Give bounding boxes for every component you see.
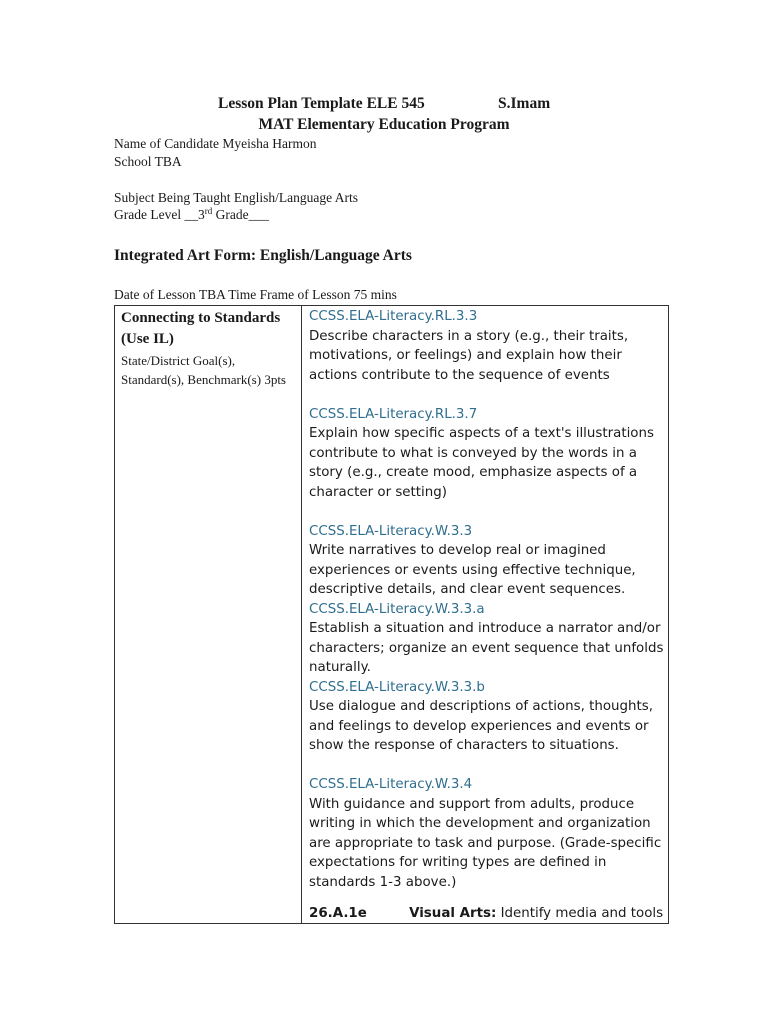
standard-code-link[interactable]: CCSS.ELA-Literacy.W.3.3 (309, 523, 473, 539)
standard-code-link[interactable]: CCSS.ELA-Literacy.W.3.4 (309, 777, 473, 792)
standard-item (309, 600, 665, 678)
column-divider (301, 306, 302, 923)
grade-ordinal: rd (204, 206, 213, 216)
standard-item (309, 405, 665, 503)
standards-label-cell (121, 308, 297, 389)
grade-level (114, 207, 269, 223)
standard-description: With guidance and support from adults, produce writing in which the development and organization are appropriate to task and purpose. (Grade-specific expectations for writing types are defined in standards 1-3 above.) (309, 796, 662, 890)
visual-arts-standard (309, 906, 663, 921)
standards-table (114, 305, 669, 924)
subject-line: Subject Being Taught English/Language Arts (114, 190, 359, 205)
standards-header: Connecting to Standards (Use IL) (121, 310, 281, 347)
standard-code-link[interactable]: CCSS.ELA-Literacy.RL.3.7 (309, 406, 478, 422)
visual-arts-code: 26.A.1e (309, 906, 367, 921)
grade-prefix: Grade Level __3 (114, 207, 205, 222)
title-text: Lesson Plan Template ELE 545 (218, 95, 425, 112)
school-name: School TBA (114, 154, 182, 169)
visual-arts-label: Visual Arts: (409, 906, 497, 921)
standard-item (309, 775, 665, 892)
standard-description: Write narratives to develop real or imagined experiences or events using effective technique, descriptive details, and clear event sequences. (309, 543, 636, 597)
standard-description: Explain how specific aspects of a text's illustrations contribute to what is conveyed by the words in a story (e.g., create mood, emphasize aspects of a character or setting) (309, 426, 654, 500)
art-form-heading: Integrated Art Form: English/Language Arts (114, 247, 412, 264)
standard-code-link[interactable]: CCSS.ELA-Literacy.W.3.3.a (309, 601, 485, 617)
standards-subheader: State/District Goal(s), Standard(s), Benchmark(s) 3pts (121, 353, 286, 387)
candidate-name: Name of Candidate Myeisha Harmon (114, 136, 317, 151)
date-line: Date of Lesson TBA Time Frame of Lesson 75 mins (114, 287, 397, 302)
standard-code-link[interactable]: CCSS.ELA-Literacy.W.3.3.b (309, 679, 485, 695)
standard-description: Describe characters in a story (e.g., their traits, motivations, or feelings) and explain how their actions contribute to the sequence of events (309, 328, 629, 383)
author-text: S.Imam (498, 95, 551, 112)
standards-content-cell (309, 307, 665, 892)
visual-arts-text: Identify media and tools (500, 906, 664, 921)
standard-description: Use dialogue and descriptions of actions, thoughts, and feelings to develop experiences and events or show the response of characters to situations. (309, 699, 653, 753)
grade-suffix: Grade___ (212, 207, 269, 222)
program-title: MAT Elementary Education Program (258, 116, 510, 133)
standard-description: Establish a situation and introduce a narrator and/or characters; organize an event sequence that unfolds naturally. (309, 621, 664, 675)
standard-item (309, 307, 665, 385)
standard-code-link[interactable]: CCSS.ELA-Literacy.RL.3.3 (309, 309, 478, 324)
standard-item (309, 678, 665, 756)
standard-item (309, 522, 665, 600)
